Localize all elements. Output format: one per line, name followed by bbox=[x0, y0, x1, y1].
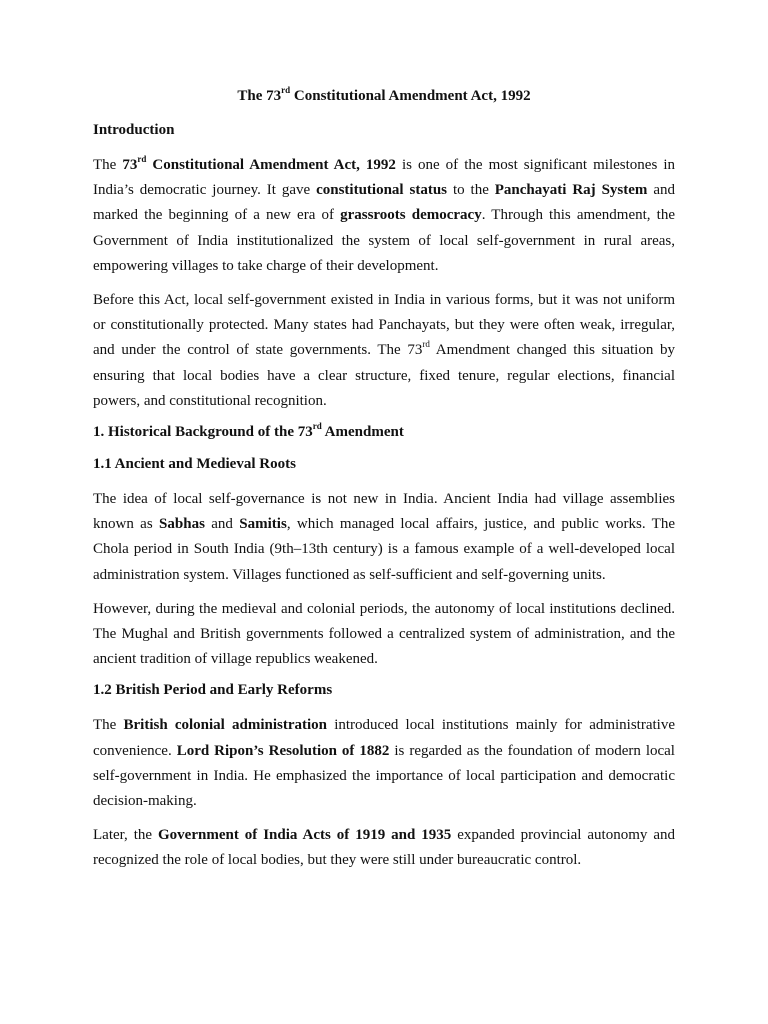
intro-paragraph-1: The 73rd Constitutional Amendment Act, 1992 is one of the most significant milestones in India’s democratic journey. It gave constitutional status to the Panchayati Raj System and marked the beginning of a new era of grassroots democracy. Through this amendment, the Government of India institutionalized the system of local self-government in rural areas, empowering villages to take charge of their development. bbox=[93, 154, 675, 274]
section-heading-historical-background: 1. Historical Background of the 73rd Amendment bbox=[93, 421, 404, 441]
intro-paragraph-2: Before this Act, local self-government existed in India in various forms, but it was not uniform or constitutionally protected. Many states had Panchayats, but they were often weak, irregular, and under the control of state governments. The 73rd Amendment changed this situation by ensuring that local bodies have a clear structure, fixed tenure, regular elections, financial powers, and constitutional recognition. bbox=[93, 292, 676, 409]
introduction-heading: Introduction bbox=[93, 122, 175, 138]
subsection-heading-british-period: 1.2 British Period and Early Reforms bbox=[93, 682, 333, 699]
ancient-roots-paragraph-2: However, during the medieval and colonial periods, the autonomy of local institutions declined. The Mughal and British governments followed a centralized system of administration, and the ancient tradition of village republics weakened. bbox=[93, 600, 675, 668]
document-title: The 73rd Constitutional Amendment Act, 1992 bbox=[237, 85, 531, 104]
british-period-paragraph-2: Later, the Government of India Acts of 1919 and 1935 expanded provincial autonomy and recognized the role of local bodies, but they were still under bureaucratic control. bbox=[93, 827, 675, 869]
ancient-roots-paragraph-1: The idea of local self-governance is not new in India. Ancient India had village assemblies known as Sabhas and Samitis, which managed local affairs, justice, and public works. The Chola period in South India (9th–13th century) is a famous example of a well-developed local administration system. Villages functioned as self-sufficient and self-governing units. bbox=[93, 491, 675, 583]
british-period-paragraph-1: The British colonial administration introduced local institutions mainly for administrative convenience. Lord Ripon’s Resolution of 1882 is regarded as the foundation of modern local self-government in India. He emphasized the importance of local participation and democratic decision-making. bbox=[93, 717, 675, 810]
subsection-heading-ancient-roots: 1.1 Ancient and Medieval Roots bbox=[93, 456, 296, 473]
